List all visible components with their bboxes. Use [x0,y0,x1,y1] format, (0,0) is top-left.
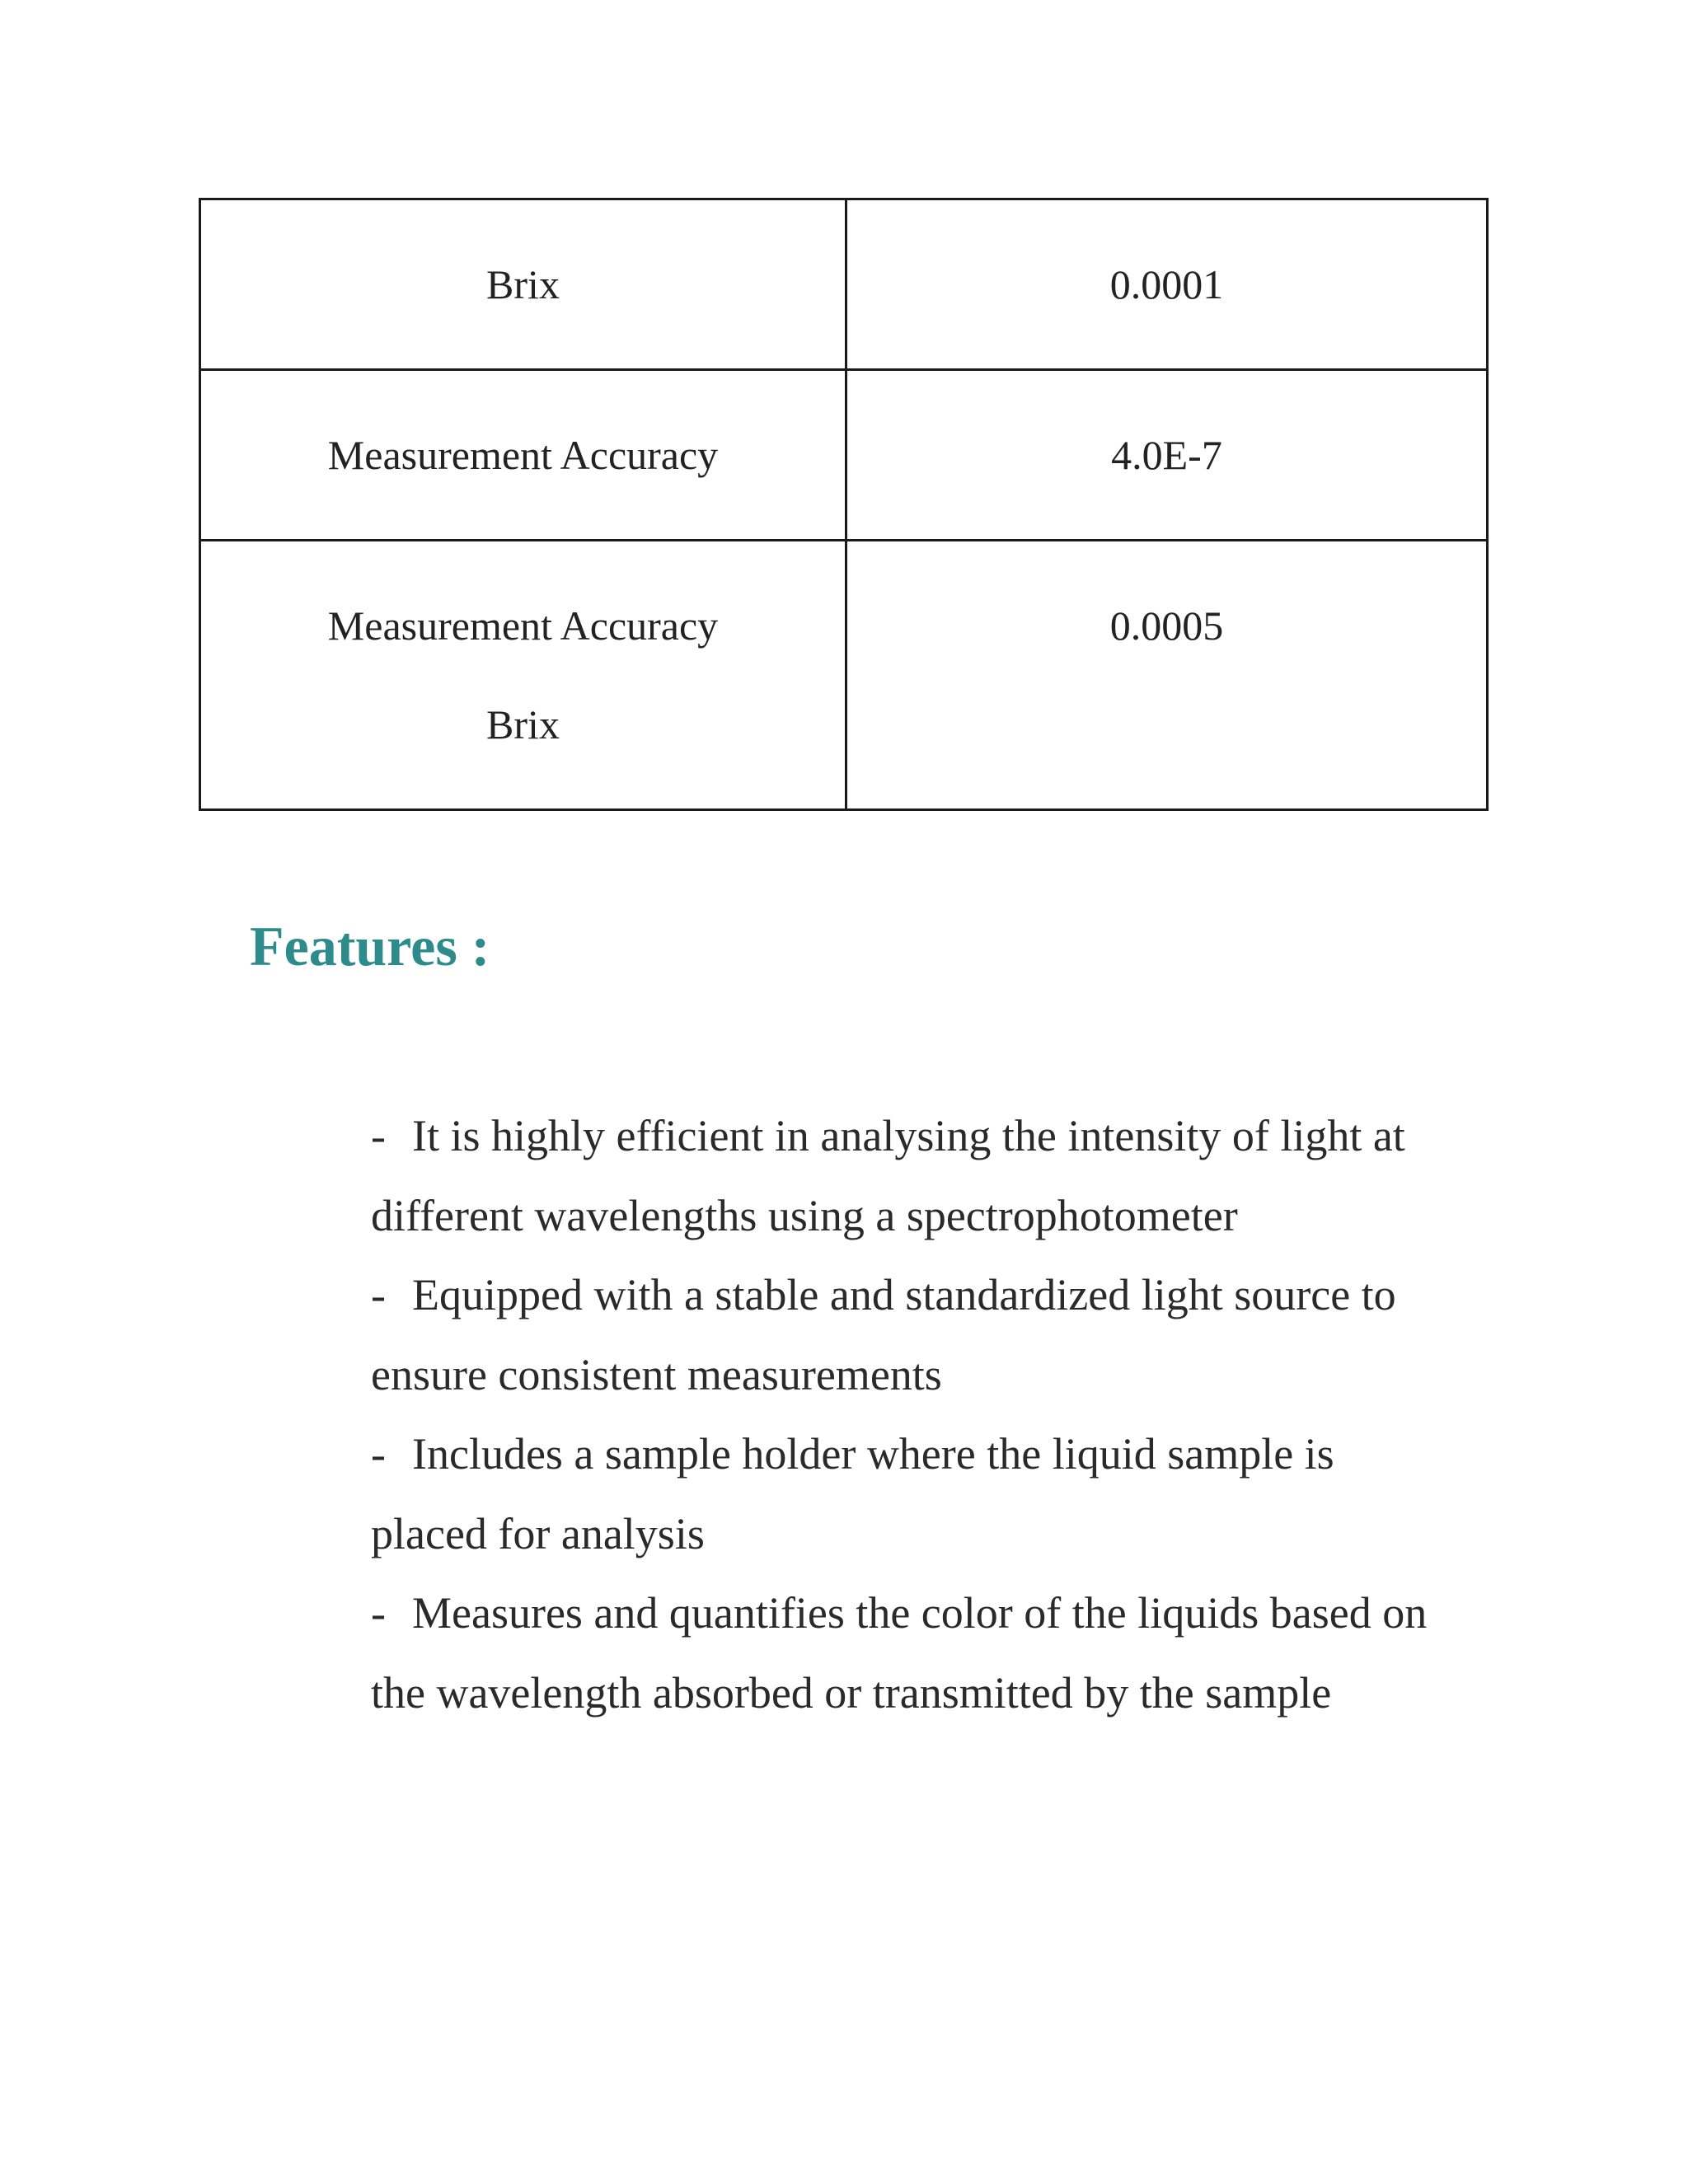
spec-label-line: Measurement Accuracy [327,602,719,649]
spec-label-line: Brix [486,701,560,748]
spec-value: 0.0001 [1109,261,1224,307]
feature-text: Includes a sample holder where the liquid sample is placed for analysis [371,1429,1334,1558]
spec-value-group [847,541,1486,675]
bullet-dash: - [371,1270,386,1319]
spec-label-cell [200,541,846,810]
feature-text: Measures and quantifies the color of the liquids based on the wavelength absorbed or transmitted by the sample [371,1588,1428,1718]
spec-value: 0.0005 [1109,602,1224,649]
list-item [371,1255,1434,1414]
bullet-dash: - [371,1111,386,1160]
list-item [371,1414,1434,1573]
feature-text: Equipped with a stable and standardized light source to ensure consistent measurements [371,1270,1396,1399]
spec-table [199,198,1489,811]
spec-value-cell [846,541,1488,810]
spec-label: Brix [486,261,560,307]
table-row [200,370,1488,541]
list-item [371,1573,1434,1732]
bullet-dash: - [371,1588,386,1638]
spec-value-cell [846,199,1488,370]
feature-list [371,1096,1434,1732]
spec-value: 4.0E-7 [1111,432,1222,478]
spec-label-group [201,541,845,774]
spec-label-cell [200,370,846,541]
spec-label: Measurement Accuracy [327,432,719,478]
list-item [371,1096,1434,1255]
table-row [200,541,1488,810]
features-heading: Features : [250,915,490,977]
spec-value-cell [846,370,1488,541]
table-row [200,199,1488,370]
bullet-dash: - [371,1429,386,1479]
spec-label-cell [200,199,846,370]
feature-text: It is highly efficient in analysing the intensity of light at different wavelengths using a spectrophotometer [371,1111,1405,1240]
